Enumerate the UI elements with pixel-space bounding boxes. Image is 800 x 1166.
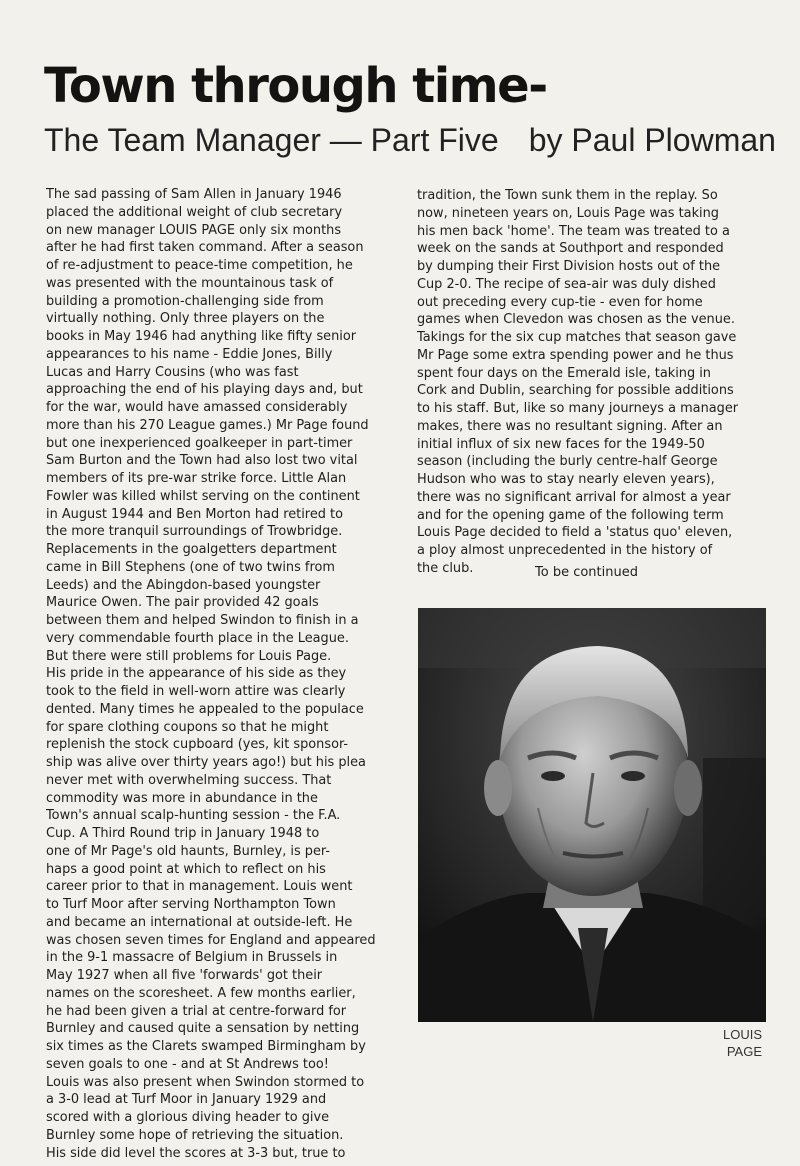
article-byline: by Paul Plowman	[528, 122, 776, 158]
to-be-continued: To be continued	[535, 565, 638, 580]
article-column-right	[417, 187, 767, 578]
column-left-text: The sad passing of Sam Allen in January 1946 placed the additional weight of club secretary on new manager LOUIS PAGE only six months after he had first taken command. After a season of re-adjustment to peace-time competition, he was presented with the mountainous task of building a promotion-challenging side from virtually nothing. Only three players on the books in May 1946 had anything like fifty senior appearances to his name - Eddie Jones, Billy Lucas and Harry Cousins (who was fast approaching the end of his playing days and, but for the war, would have amassed considerably more than his 270 League games.) Mr Page found but one inexperienced goalkeeper in part-timer Sam Burton and the Town had also lost two vital members of its pre-war strike force. Little Alan Fowler was killed whilst serving on the continent in August 1944 and Ben Morton had retired to the more tranquil surroundings of Trowbridge. Replacements in the goalgetters department came in Bill Stephens (one of two twins from Leeds) and the Abingdon-based youngster Maurice Owen. The pair provided 42 goals between them and helped Swindon to finish in a very commendable fourth place in the League. But there were still problems for Louis Page. His pride in the appearance of his side as they took to the field in well-worn attire was clearly dented. Many times he appealed to the populace for spare clothing coupons so that he might replenish the stock cupboard (yes, kit sponsor- ship was alive over thirty years ago!) but his plea never met with overwhelming success. That commodity was more in abundance in the Town's annual scalp-hunting session - the F.A. Cup. A Third Round trip in January 1948 to one of Mr Page's old haunts, Burnley, is per- haps a good point at which to reflect on his career prior to that in management. Louis went to Turf Moor after serving Northampton Town and became an international at outside-left. He was chosen seven times for England and appeared in the 9-1 massacre of Belgium in Brussels in May 1927 when all five 'forwards' got their names on the scoresheet. A few months earlier, he had been given a trial at centre-forward for Burnley and caused quite a sensation by netting six times as the Clarets swamped Birmingham by seven goals to one - and at St Andrews too! Louis was also present when Swindon stormed to a 3-0 lead at Turf Moor in January 1929 and scored with a glorious diving header to give Burnley some hope of retrieving the situation. His side did level the scores at 3-3 but, true to	[46, 187, 376, 1161]
photo-caption: LOUIS PAGE	[722, 1027, 762, 1059]
article-title: Town through time-	[44, 58, 547, 114]
article-subtitle: The Team Manager — Part Five	[44, 122, 499, 158]
portrait-image	[418, 608, 766, 1022]
article-subtitle-line	[44, 120, 776, 160]
portrait-photo	[418, 608, 766, 1022]
column-right-text: tradition, the Town sunk them in the replay. So now, nineteen years on, Louis Page was taking his men back 'home'. The team was treated to a week on the sands at Southport and responded by dumping their First Division hosts out of the Cup 2-0. The recipe of sea-air was duly dished out preceding every cup-tie - even for home games when Clevedon was chosen as the venue. Takings for the six cup matches that season gave Mr Page some extra spending power and he thus spent four days on the Emerald isle, taking in Cork and Dublin, searching for possible additions to his staff. But, like so many journeys a manager makes, there was no resultant signing. After an initial influx of six new faces for the 1949-50 season (including the burly centre-half George Hudson who was to stay nearly eleven years), there was no significant arrival for almost a year and for the opening game of the following term Louis Page decided to field a 'status quo' eleven, a ploy almost unprecedented in the history of the club.	[417, 188, 739, 576]
article-column-left	[46, 186, 402, 1162]
